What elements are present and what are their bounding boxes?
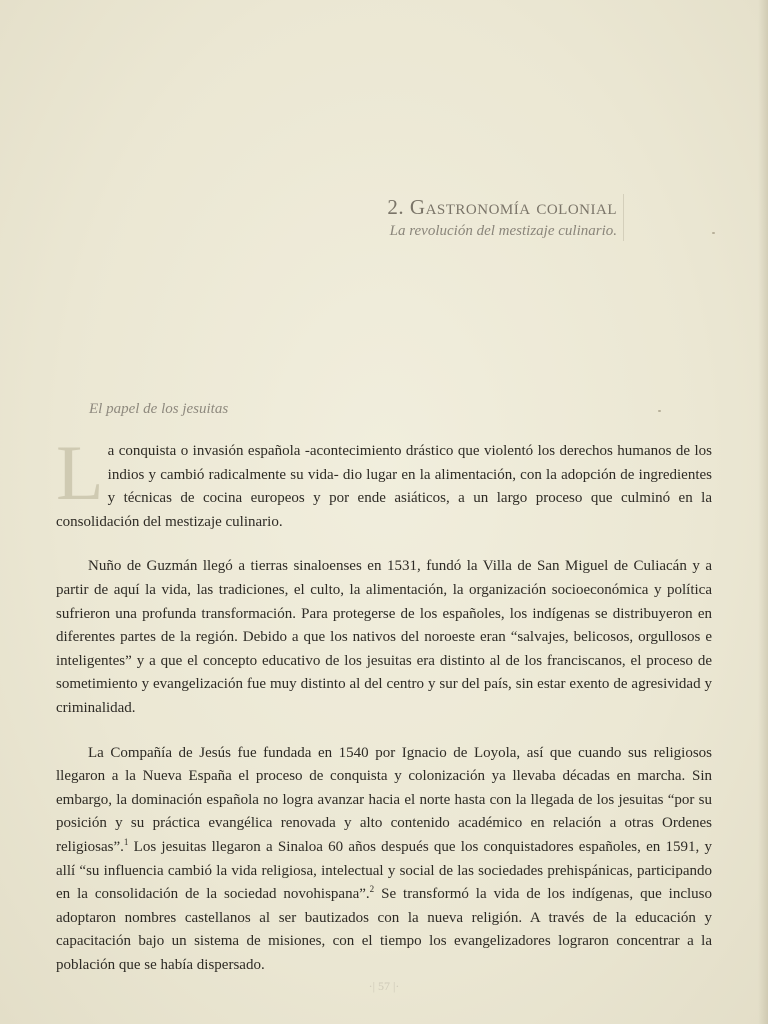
paper-speck <box>712 232 715 234</box>
paragraph-2 <box>56 555 712 720</box>
chapter-header <box>387 194 624 241</box>
paragraph-3-text-c: Se transformó la vida de los indígenas, que incluso adoptaron nombres castellanos al ser bautizados con la nueva religión. A través de la educación y capacitación bajo un sistema de misiones, con el tiempo los evangelizadores lograron concentrar a la población que se había dispersado. <box>56 886 712 973</box>
paragraph-1-text: a conquista o invasión española -acontecimiento drástico que violentó los derechos humanos de los indios y cambió radicalmente su vida- dio lugar en la alimentación, con la adopción de ingredientes y técnicas de cocina europeos y por ende asiáticos, a un largo proceso que culminó en la consolidación del mestizaje culinario. <box>56 443 712 530</box>
paper-speck <box>658 410 661 412</box>
paragraph-1 <box>56 429 712 534</box>
page-edge-shadow <box>758 0 768 1024</box>
paragraph-2-text: Nuño de Guzmán llegó a tierras sinaloenses en 1531, fundó la Villa de San Miguel de Culiacán y a partir de aquí la vida, las tradiciones, el culto, la alimentación, la organización socioeconómica y política sufrieron una profunda transformación. Para protegerse de los españoles, los indígenas se distribuyeron en diferentes partes de la región. Debido a que los nativos del noroeste eran “salvajes, belicosos, orgullosos e inteligentes” y a que el concepto educativo de los jesuitas era distinto al de los franciscanos, el proceso de sometimiento y evangelización fue muy distinto al del centro y sur del país, sin estar exento de agresividad y criminalidad. <box>56 558 712 716</box>
chapter-title: 2. Gastronomía colonial <box>387 195 617 219</box>
body-text <box>56 429 712 977</box>
page-number: ·| 57 |· <box>368 979 400 993</box>
footnote-ref-2: 2 <box>369 884 375 895</box>
paragraph-3-text-a: La Compañía de Jesús fue fundada en 1540 por Ignacio de Loyola, así que cuando sus religiosos llegaron a la Nueva España el proceso de conquista y colonización ya llevaba décadas en marcha. Sin embargo, la dominación española no logra avanzar hacia el norte hasta con la llegada de los jesuitas “por su posición y su práctica evangélica renovada y alto contenido académico en relación a otras Ordenes religiosas”. <box>56 744 712 855</box>
paragraph-3-text-b: Los jesuitas llegaron a Sinaloa 60 años después que los conquistadores españoles, en 1591, y allí “su influencia cambió la vida religiosa, intelectual y social de las sociedades prehispánicas, participando en la consolidación de la sociedad novohispana”. <box>56 838 712 903</box>
drop-cap: L <box>56 429 104 516</box>
chapter-subtitle: La revolución del mestizaje culinario. <box>389 223 617 239</box>
paragraph-3 <box>56 742 712 978</box>
section-heading: El papel de los jesuitas <box>89 401 229 417</box>
footnote-ref-1: 1 <box>123 836 129 847</box>
